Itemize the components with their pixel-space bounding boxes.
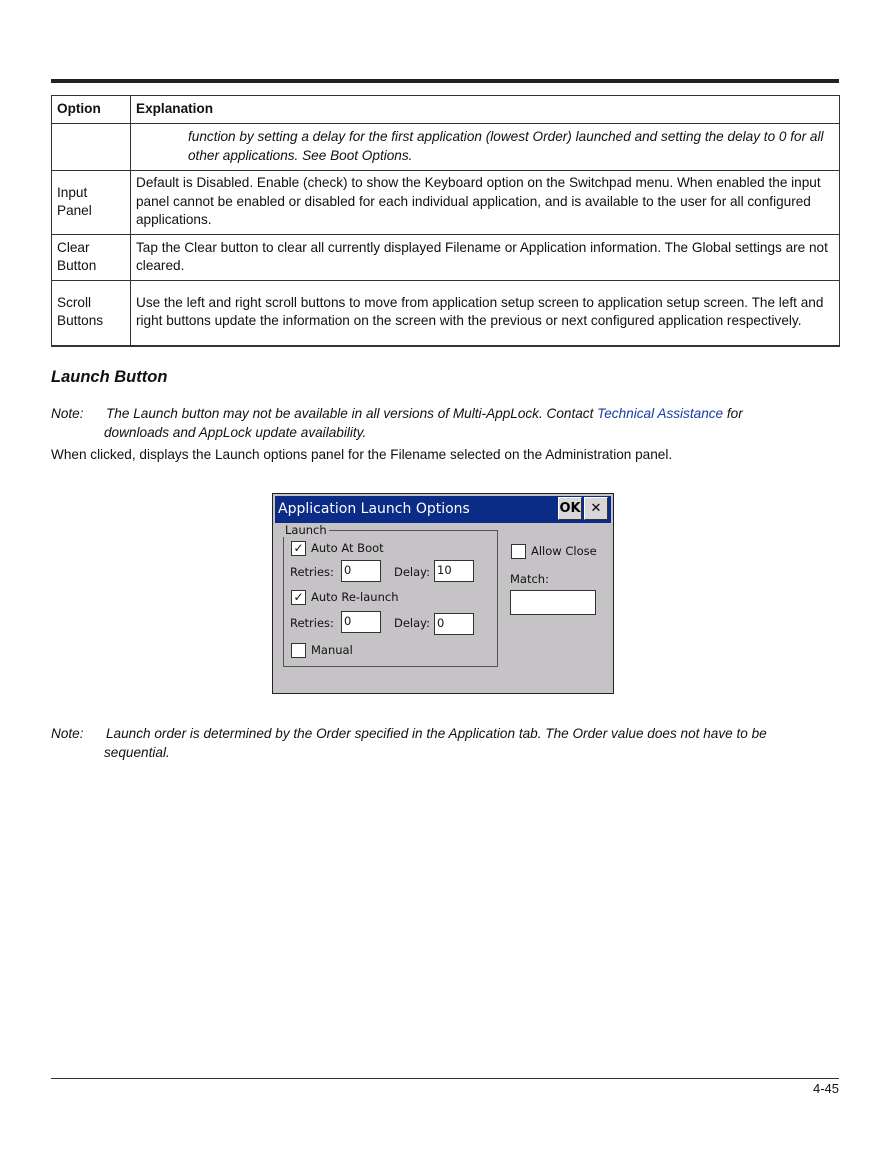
launch-options-dialog (272, 493, 614, 694)
option-cell (52, 124, 131, 171)
section-heading: Launch Button (51, 368, 168, 386)
delay-label: Delay: (394, 565, 431, 579)
option-cell: Scroll Buttons (52, 281, 131, 346)
table-row (52, 171, 840, 235)
manual-label: Manual (311, 643, 353, 657)
table-header-row (52, 96, 840, 124)
dialog-title: Application Launch Options (278, 501, 470, 517)
delay-label: Delay: (394, 616, 431, 630)
explanation-cell: Use the left and right scroll buttons to move from application setup screen to application setup screen. The left and right buttons update the information on the screen with the previous or next configured application respectively. (131, 281, 840, 346)
footer-rule (51, 1078, 839, 1079)
table-row (52, 235, 840, 281)
note-launch-availability (51, 404, 811, 442)
explanation-text: function by setting a delay for the first application (lowest Order) launched and setting the delay to 0 for all other applications. See Boot Options. (188, 129, 824, 163)
note-line2: sequential. (104, 745, 170, 760)
options-table (51, 95, 840, 347)
note-launch-order (51, 724, 811, 762)
boot-delay-field[interactable]: 10 (434, 560, 474, 582)
table-row (52, 124, 840, 171)
note-text: Launch order is determined by the Order specified in the Application tab. The Order value does not have to be (106, 726, 767, 741)
boot-retries-field[interactable]: 0 (341, 560, 381, 582)
body-paragraph: When clicked, displays the Launch options panel for the Filename selected on the Administration panel. (51, 447, 673, 462)
explanation-cell: Default is Disabled. Enable (check) to show the Keyboard option on the Switchpad menu. When enabled the input panel cannot be enabled or disabled for each individual application, and is available to the user for all configured applications. (131, 171, 840, 235)
relaunch-delay-field[interactable]: 0 (434, 613, 474, 635)
note-text: The Launch button may not be available in all versions of Multi-AppLock. Contact (106, 406, 594, 421)
auto-relaunch-checkbox[interactable]: ✓ (291, 590, 306, 605)
table-row (52, 281, 840, 346)
page-number: 4-45 (812, 1081, 839, 1096)
allow-close-checkbox[interactable] (511, 544, 526, 559)
relaunch-retries-field[interactable]: 0 (341, 611, 381, 633)
technical-assistance-link[interactable]: Technical Assistance (597, 406, 724, 421)
header-option: Option (52, 96, 131, 124)
auto-at-boot-checkbox[interactable]: ✓ (291, 541, 306, 556)
header-explanation: Explanation (131, 96, 840, 124)
top-rule (51, 79, 839, 83)
close-icon[interactable]: ✕ (584, 497, 608, 520)
note-line2: downloads and AppLock update availability. (104, 425, 367, 440)
match-label: Match: (510, 572, 549, 586)
ok-button[interactable]: OK (558, 497, 582, 520)
retries-label: Retries: (290, 565, 334, 579)
launch-group-label: Launch (285, 523, 327, 537)
auto-at-boot-label: Auto At Boot (311, 541, 384, 555)
retries-label: Retries: (290, 616, 334, 630)
option-cell: Input Panel (52, 171, 131, 235)
auto-relaunch-label: Auto Re-launch (311, 590, 399, 604)
explanation-cell (131, 124, 840, 171)
note-label: Note: (51, 726, 84, 741)
explanation-cell: Tap the Clear button to clear all currently displayed Filename or Application information. The Global settings are not cleared. (131, 235, 840, 281)
manual-checkbox[interactable] (291, 643, 306, 658)
match-field[interactable] (510, 590, 596, 615)
allow-close-label: Allow Close (531, 544, 597, 558)
note-text-after: for (726, 406, 743, 421)
note-label: Note: (51, 406, 84, 421)
option-cell: Clear Button (52, 235, 131, 281)
